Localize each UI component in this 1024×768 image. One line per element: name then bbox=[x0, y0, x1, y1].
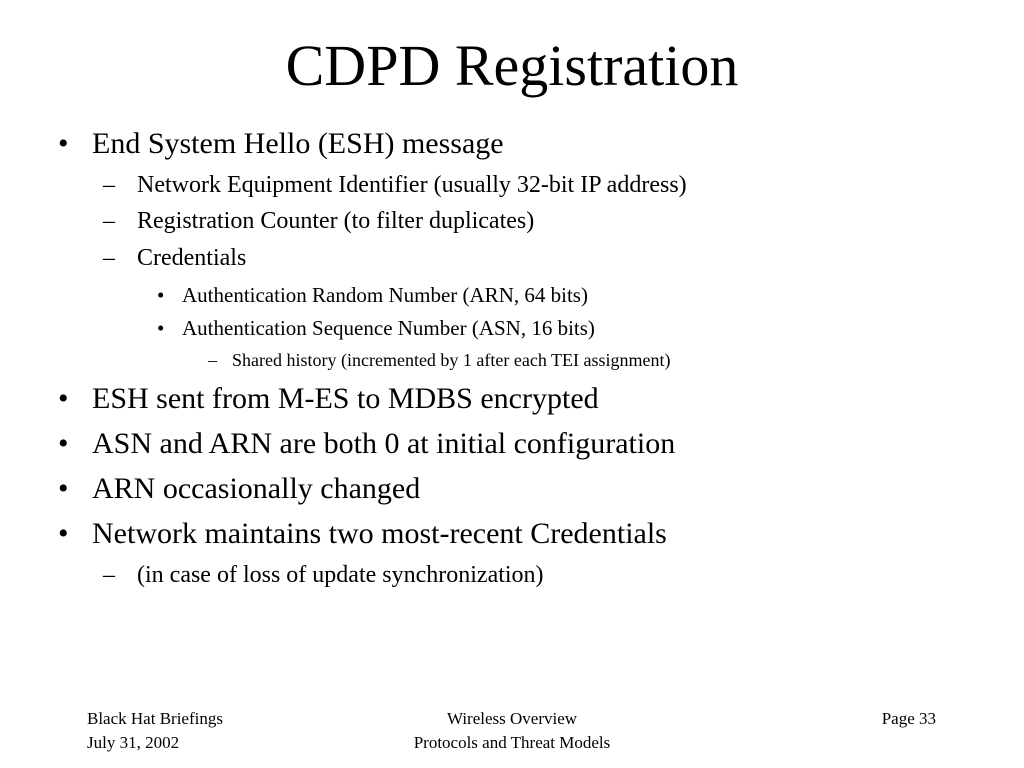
bullet-marker: • bbox=[157, 283, 165, 307]
sub-bullet-text: (in case of loss of update synchronization) bbox=[137, 562, 544, 588]
footer-subtopic: Protocols and Threat Models bbox=[413, 733, 611, 752]
bullet-text: ARN occasionally changed bbox=[92, 472, 421, 505]
dash-marker: – bbox=[103, 208, 115, 234]
sub-bullet-text: Network Equipment Identifier (usually 32-bit IP address) bbox=[137, 172, 687, 198]
dash-marker: – bbox=[103, 172, 115, 198]
sub-bullet-text: Registration Counter (to filter duplicates) bbox=[137, 208, 535, 234]
bullet-text: Network maintains two most-recent Credentials bbox=[92, 517, 667, 550]
footer-event: Black Hat Briefings bbox=[87, 709, 223, 728]
bullet-marker: • bbox=[58, 427, 69, 460]
bullet-text: End System Hello (ESH) message bbox=[92, 127, 504, 160]
dash-marker: – bbox=[208, 350, 217, 370]
bullet-marker: • bbox=[157, 316, 165, 340]
bullet-marker: • bbox=[58, 517, 69, 550]
dash-marker: – bbox=[103, 245, 115, 271]
footer-page-number: Page 33 bbox=[881, 709, 936, 728]
sub-sub-bullet-text: Authentication Sequence Number (ASN, 16 bits) bbox=[182, 316, 595, 340]
bullet-marker: • bbox=[58, 472, 69, 505]
bullet-text: ESH sent from M-ES to MDBS encrypted bbox=[92, 382, 599, 415]
footer-center bbox=[312, 707, 712, 755]
footer-left bbox=[87, 707, 223, 755]
slide-title: CDPD Registration bbox=[285, 33, 739, 98]
footer-date: July 31, 2002 bbox=[87, 733, 180, 752]
bullet-text: ASN and ARN are both 0 at initial configuration bbox=[92, 427, 676, 460]
sub-bullet-text: Credentials bbox=[137, 245, 247, 271]
level4-bullet-text: Shared history (incremented by 1 after each TEI assignment) bbox=[232, 350, 671, 370]
bullet-marker: • bbox=[58, 382, 69, 415]
footer-topic: Wireless Overview bbox=[446, 709, 578, 728]
sub-sub-bullet-text: Authentication Random Number (ARN, 64 bits) bbox=[182, 283, 588, 307]
bullet-marker: • bbox=[58, 127, 69, 160]
dash-marker: – bbox=[103, 562, 115, 588]
